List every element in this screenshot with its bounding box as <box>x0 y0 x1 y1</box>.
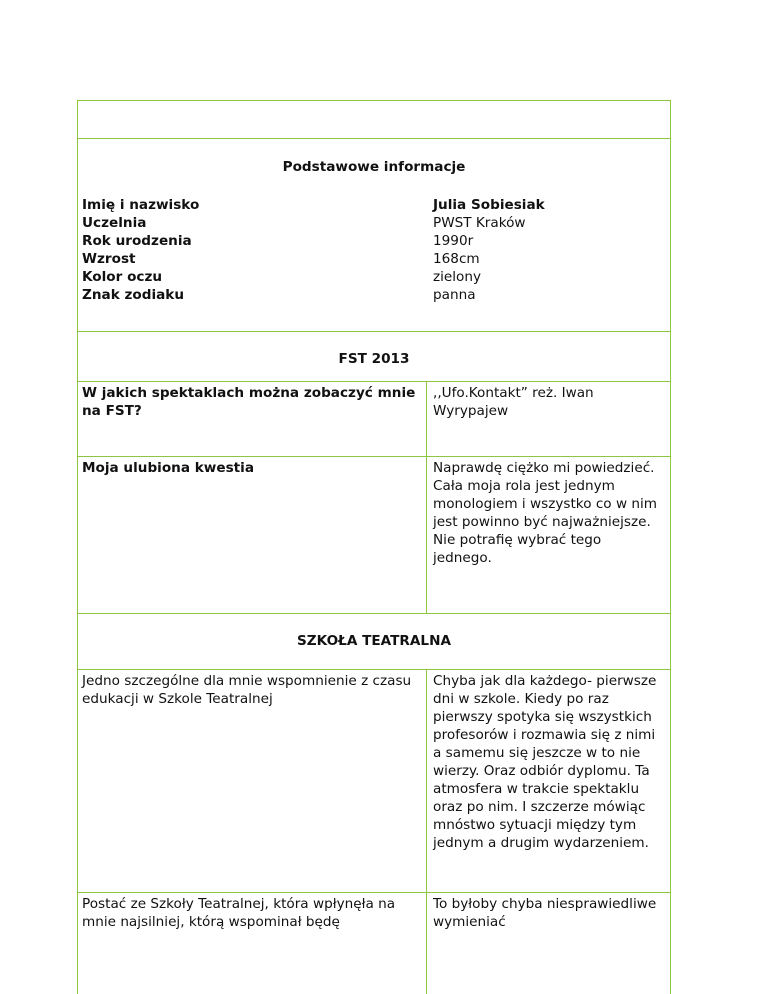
section-title-basic: Podstawowe informacje <box>282 159 466 175</box>
value-school: PWST Kraków <box>433 215 526 231</box>
school-question-person: Postać ze Szkoły Teatralnej, która wpłynęła na mnie najsilniej, którą wspominał będę <box>82 896 396 930</box>
school-row-memory <box>78 670 670 893</box>
value-name: Julia Sobiesiak <box>433 197 545 213</box>
section-title-school: SZKOŁA TEATRALNA <box>78 614 670 670</box>
school-answer-memory: Chyba jak dla każdego- pierwsze dni w szkole. Kiedy po raz pierwszy spotyka się wszystkich profesorów i rozmawia się z nimi a samemu się jeszcze w to nie wierzy. Oraz odbiór dyplomu. Ta atmosfera w trakcie spektaklu oraz po nim. I szczerze mówiąc mnóstwo sytuacji między tym jednym a drugim wydarzeniem. <box>426 670 670 892</box>
section-title-fst: FST 2013 <box>78 332 670 382</box>
fst-question-quote: Moja ulubiona kwestia <box>82 460 254 476</box>
value-eye-color: zielony <box>433 269 482 285</box>
profile-table <box>77 100 671 994</box>
label-eye-color: Kolor oczu <box>82 269 163 285</box>
empty-header-row <box>78 101 670 139</box>
value-height: 168cm <box>433 251 480 267</box>
fst-answer-performances: ,,Ufo.Kontakt” reż. Iwan Wyrypajew <box>426 382 670 456</box>
basic-info-values <box>426 196 670 304</box>
fst-row-quote <box>78 457 670 614</box>
value-birth-year: 1990r <box>433 233 474 249</box>
label-height: Wzrost <box>82 251 136 267</box>
basic-info-table <box>78 196 670 304</box>
basic-info-labels <box>78 196 426 304</box>
label-name: Imię i nazwisko <box>82 197 200 213</box>
fst-row-performances <box>78 382 670 457</box>
basic-info-row <box>78 139 670 332</box>
fst-answer-quote: Naprawdę ciężko mi powiedzieć. Cała moja rola jest jednym monologiem i wszystko co w nim jest powinno być najważniejsze. Nie potrafię wybrać tego jednego. <box>426 457 670 613</box>
fst-question-performances: W jakich spektaklach można zobaczyć mnie na FST? <box>82 385 416 419</box>
school-row-person <box>78 893 670 994</box>
label-zodiac: Znak zodiaku <box>82 287 185 303</box>
value-zodiac: panna <box>433 287 476 303</box>
school-question-memory: Jedno szczególne dla mnie wspomnienie z czasu edukacji w Szkole Teatralnej <box>82 673 412 707</box>
label-school: Uczelnia <box>82 215 147 231</box>
label-birth-year: Rok urodzenia <box>82 233 192 249</box>
school-answer-person: To byłoby chyba niesprawiedliwe wymieniać <box>426 893 670 994</box>
